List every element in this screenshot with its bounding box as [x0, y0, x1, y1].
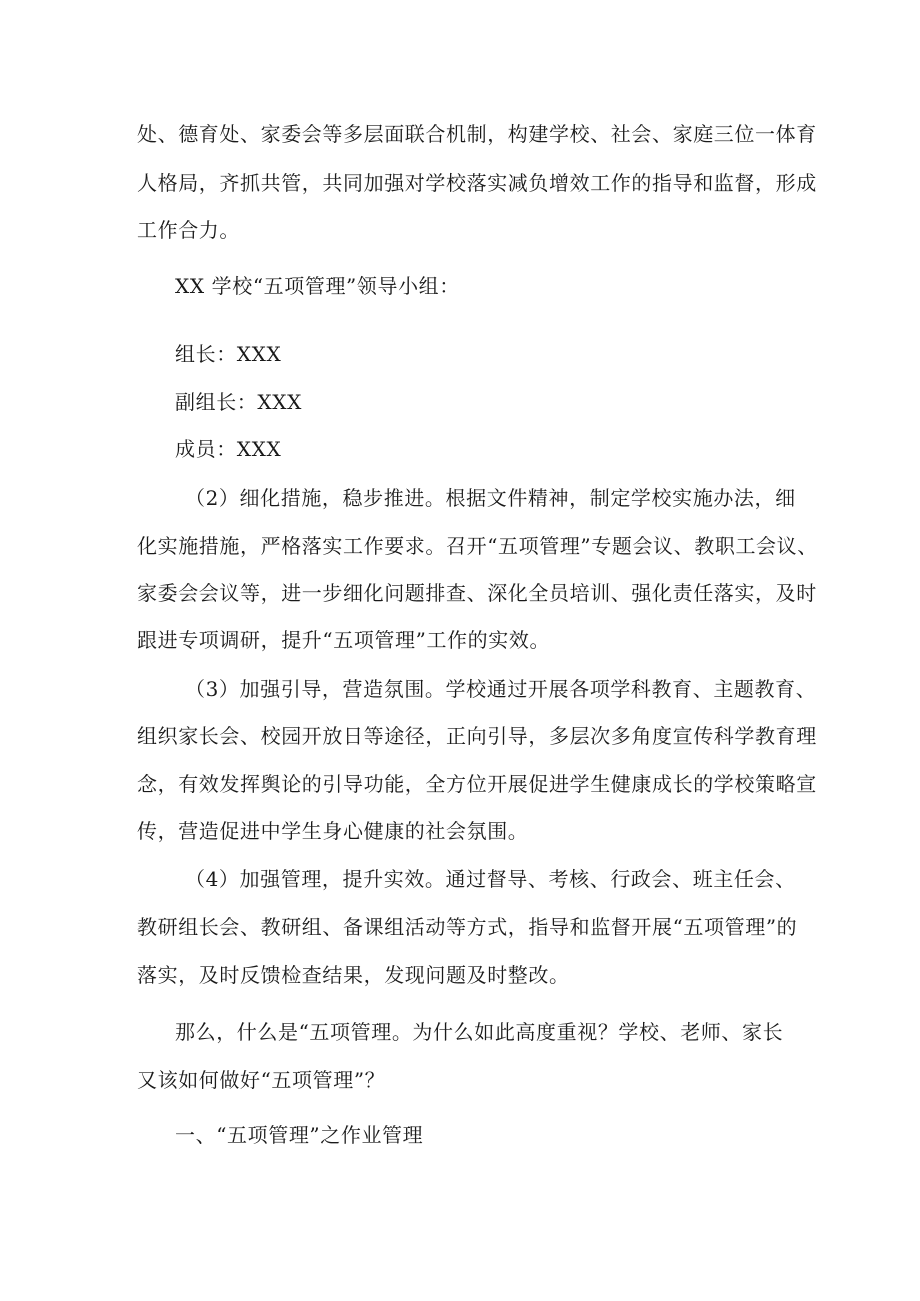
paragraph-line: 又该如何做好“五项管理”？ — [137, 1068, 386, 1092]
paragraph-line: 那么，什么是“五项管理。为什么如此高度重视？学校、老师、家长 — [175, 1020, 784, 1044]
section-heading: 一、“五项管理”之作业管理 — [175, 1123, 424, 1147]
paragraph-line: （4）加强管理，提升实效。通过督导、考核、行政会、班主任会、 — [185, 867, 796, 891]
paragraph-line: 念，有效发挥舆论的引导功能，全方位开展促进学生健康成长的学校策略宣 — [137, 772, 817, 796]
paragraph-line: 家委会会议等，进一步细化问题排查、深化全员培训、强化责任落实，及时 — [137, 581, 817, 605]
paragraph-line: 化实施措施，严格落实工作要求。召开“五项管理”专题会议、教职工会议、 — [137, 534, 818, 558]
paragraph-line: 跟进专项调研，提升“五项管理”工作的实效。 — [137, 628, 551, 652]
paragraph-line: 落实，及时反馈检查结果，发现问题及时整改。 — [137, 963, 570, 987]
paragraph-line: 组织家长会、校园开放日等途径，正向引导，多层次多角度宣传科学教育理 — [137, 724, 817, 748]
paragraph-line: 人格局，齐抓共管，共同加强对学校落实减负增效工作的指导和监督，形成 — [137, 171, 817, 195]
paragraph-line: 工作合力。 — [137, 218, 240, 242]
group-members: 成员：XXX — [175, 437, 282, 461]
paragraph-line: （3）加强引导，营造氛围。学校通过开展各项学科教育、主题教育、 — [185, 677, 817, 701]
group-deputy-leader: 副组长：XXX — [175, 390, 302, 414]
group-leader: 组长：XXX — [175, 342, 282, 366]
paragraph-line: 传，营造促进中学生身心健康的社会氛围。 — [137, 819, 529, 843]
paragraph-line: 教研组长会、教研组、备课组活动等方式，指导和监督开展“五项管理”的 — [137, 915, 798, 939]
group-heading: XX 学校“五项管理”领导小组： — [175, 274, 460, 298]
paragraph-line: 处、德育处、家委会等多层面联合机制，构建学校、社会、家庭三位一体育 — [137, 122, 817, 146]
paragraph-line: （2）细化措施，稳步推进。根据文件精神，制定学校实施办法，细 — [185, 486, 796, 510]
